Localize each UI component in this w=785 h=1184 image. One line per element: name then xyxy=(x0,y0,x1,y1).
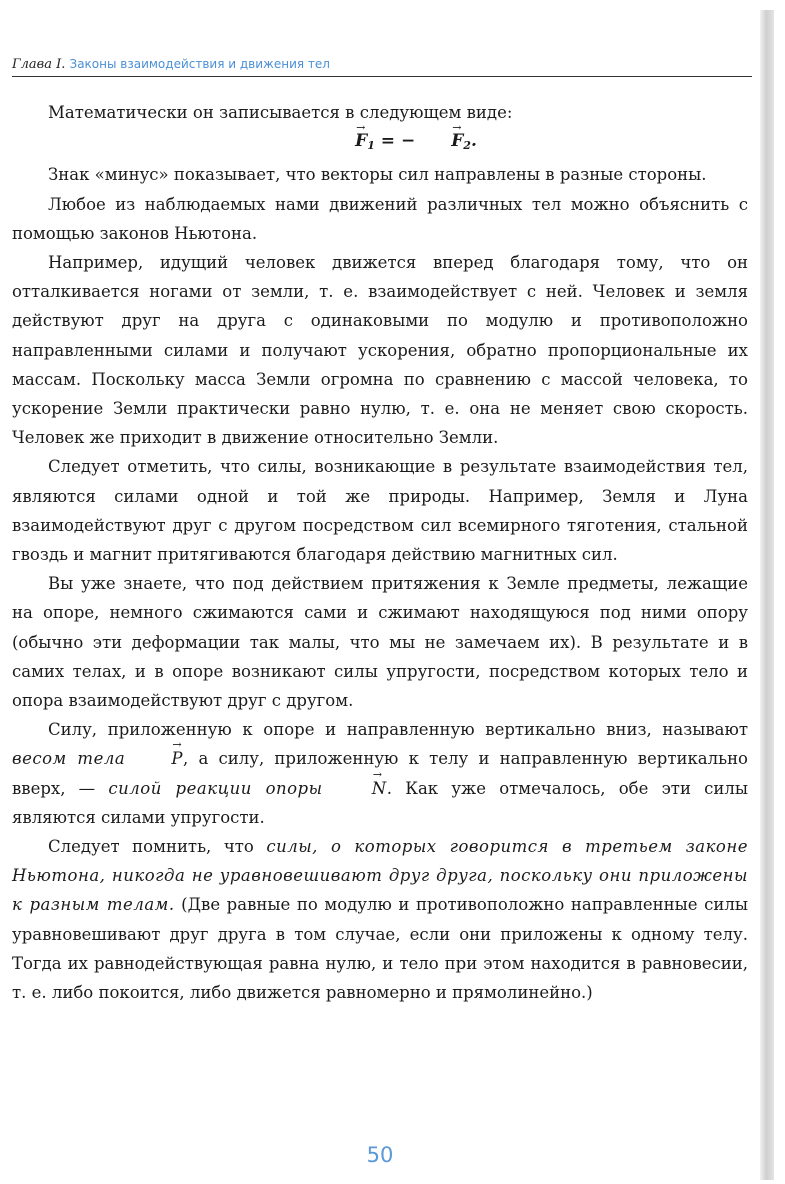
weight-text-3: . Как уже отмечалось, обе эти силы являются силами упругости. xyxy=(12,778,749,827)
section-title: Законы взаимодействия и движения тел xyxy=(69,57,330,71)
page-edge-shadow xyxy=(760,10,774,1180)
weight-vector-symbol: → P xyxy=(135,744,183,773)
term-body-weight: весом тела xyxy=(12,749,126,769)
reaction-vector-symbol: → N xyxy=(336,774,387,803)
running-header xyxy=(12,56,752,77)
paragraph-third-law-note xyxy=(12,832,748,1007)
formula-equals: = − xyxy=(374,131,416,152)
page-number: 50 xyxy=(366,1143,394,1167)
note-text-2: (Две равные по модулю и противоположно направленные силы уравновешивают друг друга в том случае, если они приложены к одному телу. Тогда их равнодействующая равна нулю, и тело при этом находится в равновесии, т. е. либо покоится, либо движется равномерно и прямолинейно.) xyxy=(12,895,748,1003)
paragraph-weight-reaction xyxy=(12,715,748,832)
force-sub-1: 1 xyxy=(367,139,375,153)
paragraph-walking-example: Например, идущий человек движется вперед благодаря тому, что он отталкивается ногами от земли, т. е. взаимодействует с ней. Человек и земля действуют друг на друга с одинаковыми по модулю и противоположно направленными силами и получают ускорения, обратно пропорциональные их массам. Поскольку масса Земли огромна по сравнению с массой человека, то ускорение Земли практически равно нулю, т. е. она не меняет свою скорость. Человек же приходит в движение относительно Земли. xyxy=(12,253,748,448)
third-law-emphasis: силы, о которых говорится в третьем законе Ньютона, никогда не уравновешивают друг друга, поскольку они приложены к разным телам. xyxy=(12,837,749,915)
formula-period: . xyxy=(470,131,477,152)
term-reaction-force: силой реакции опоры xyxy=(108,778,323,798)
force-vector-2: → F xyxy=(415,127,463,156)
paragraph-intro: Математически он записывается в следующем виде: xyxy=(48,103,513,122)
newton-third-law-formula xyxy=(12,127,748,160)
force-vector-1: → F xyxy=(319,127,367,156)
note-text-1: Следует помнить, что xyxy=(48,837,267,857)
paragraph-newton-laws: Любое из наблюдаемых нами движений различных тел можно объяснить с помощью законов Ньютона. xyxy=(12,194,748,243)
force-sub-2: 2 xyxy=(463,139,471,153)
page-body xyxy=(12,98,748,1007)
chapter-label: Глава I. xyxy=(12,57,66,72)
paragraph-minus-sign: Знак «минус» показывает, что векторы сил направлены в разные стороны. xyxy=(48,165,707,185)
paragraph-same-nature: Следует отметить, что силы, возникающие в результате взаимодействия тел, являются силами одной и той же природы. Например, Земля и Луна взаимодействуют друг с другом посредством сил всемирного тяготения, стальной гвоздь и магнит притягиваются благодаря действию магнитных сил. xyxy=(12,457,748,565)
paragraph-elastic-forces: Вы уже знаете, что под действием притяжения к Земле предметы, лежащие на опоре, немного сжимаются сами и сжимают находящуюся под ними опору (обычно эти деформации так малы, что мы не замечаем их). В результате и в самих телах, и в опоре возникают силы упругости, посредством которых тело и опора взаимодействуют друг с другом. xyxy=(12,574,748,711)
weight-text-1: Силу, приложенную к опоре и направленную вертикально вниз, называют xyxy=(48,720,748,740)
weight-text-2: , а силу, приложенную к телу и направленную вертикально вверх, — xyxy=(12,749,748,798)
